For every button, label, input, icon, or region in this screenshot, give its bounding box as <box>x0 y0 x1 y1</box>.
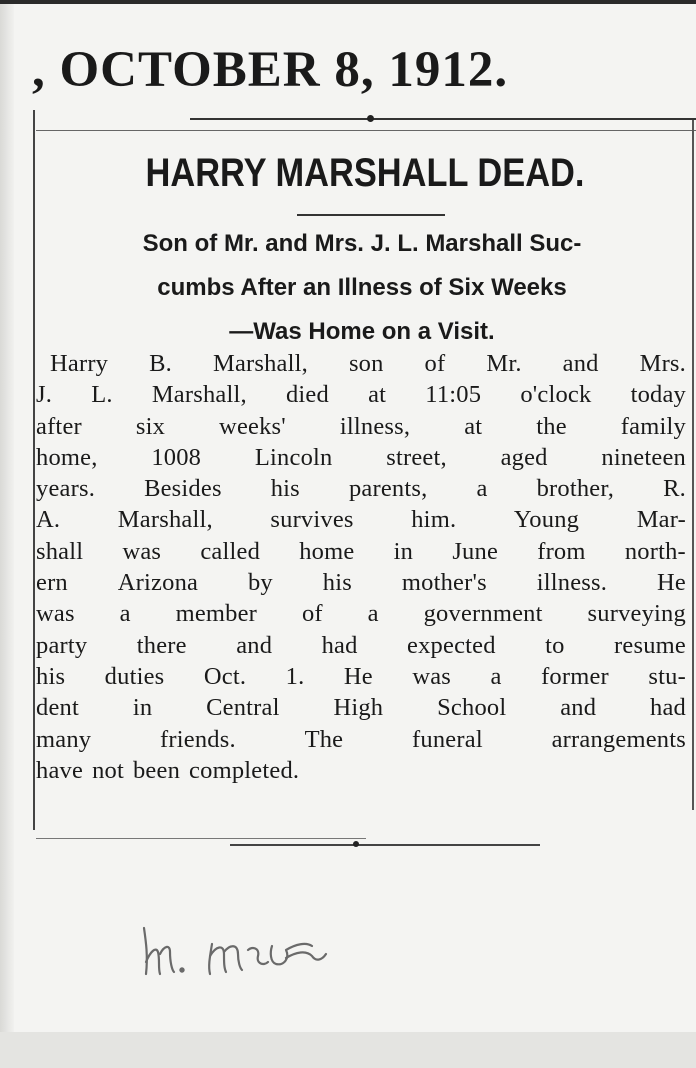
body-line <box>36 536 686 567</box>
body-word: Oct. <box>203 662 247 690</box>
body-word: son <box>348 350 384 377</box>
rule-ornament-dot <box>367 115 374 122</box>
body-line <box>36 630 686 661</box>
body-word: in <box>132 694 153 722</box>
body-word: nineteen <box>601 443 686 471</box>
body-word: the <box>536 412 567 440</box>
body-word: 1008 <box>151 443 202 471</box>
body-word: six <box>135 412 166 440</box>
body-word: had <box>321 631 358 659</box>
scan-edge-top <box>0 0 696 4</box>
article-body <box>36 348 686 828</box>
body-word: Central <box>206 694 280 722</box>
body-word: not <box>92 756 124 784</box>
body-word: party <box>36 631 88 659</box>
handwritten-annotation <box>136 922 356 982</box>
clipping-left-border <box>33 110 35 830</box>
body-word: had <box>650 694 686 722</box>
body-word: 11:05 <box>425 381 482 409</box>
body-word: Lincoln <box>254 443 333 471</box>
body-word: Mrs. <box>639 350 686 377</box>
body-word: government <box>423 600 543 628</box>
body-word: funeral <box>412 725 483 753</box>
body-word: L. <box>91 381 113 409</box>
body-word: stu- <box>648 662 686 690</box>
body-word: his <box>36 662 66 690</box>
body-word: died <box>285 381 329 409</box>
body-word: home, <box>36 443 98 471</box>
body-line <box>36 504 686 535</box>
body-line <box>36 567 686 598</box>
body-word: Marshall, <box>212 350 308 377</box>
body-word: of <box>424 350 446 377</box>
body-line <box>36 442 686 473</box>
clipping-bottom-rule <box>230 844 540 846</box>
body-word: Mr. <box>486 350 522 377</box>
body-word: and <box>562 350 599 377</box>
subhead-line: cumbs After an Illness of Six Weeks <box>157 274 567 301</box>
body-word: was <box>36 600 75 628</box>
body-word: by <box>247 569 273 597</box>
body-word: illness, <box>339 412 411 440</box>
dateline: , OCTOBER 8, 1912. <box>32 42 509 98</box>
body-word: Marshall, <box>151 381 247 409</box>
body-word: Harry <box>50 350 109 377</box>
clipping-bottom-rule-thin <box>36 838 366 839</box>
body-word: family <box>620 412 686 440</box>
body-word: parents, <box>348 475 428 503</box>
body-word: in <box>393 537 414 565</box>
body-line <box>36 755 686 786</box>
body-word: a <box>476 475 488 503</box>
body-word: survives <box>270 506 354 534</box>
body-word: former <box>541 662 609 690</box>
headline-rule <box>297 214 445 216</box>
body-word: arrangements <box>551 725 686 753</box>
body-word: B. <box>149 350 172 377</box>
clipping-right-border <box>692 120 694 810</box>
body-word: his <box>270 475 300 503</box>
body-word: north- <box>624 537 686 565</box>
body-word: a <box>367 600 379 628</box>
body-word: R. <box>663 475 686 503</box>
body-word: was <box>122 537 162 565</box>
body-word: was <box>412 662 452 690</box>
body-word: Marshall, <box>117 506 213 534</box>
clipping-top-rule-thin <box>36 130 696 131</box>
body-line <box>36 473 686 504</box>
body-word: weeks' <box>219 412 286 440</box>
body-line <box>36 379 686 410</box>
body-word: 1. <box>285 662 305 690</box>
body-word: dent <box>36 694 79 722</box>
body-line <box>36 692 686 723</box>
body-line <box>36 411 686 442</box>
body-word: A. <box>36 506 61 534</box>
body-word: been <box>132 756 181 784</box>
body-word: expected <box>407 631 496 659</box>
body-word: J. <box>36 381 53 409</box>
body-word: School <box>437 694 507 722</box>
scan-bottom-strip <box>0 1032 696 1068</box>
body-word: duties <box>104 662 165 690</box>
clipping-top-rule <box>190 118 696 120</box>
body-word: street, <box>386 443 447 471</box>
body-word: Arizona <box>117 569 199 597</box>
handwritten-signature <box>136 922 356 982</box>
body-word: mother's <box>401 569 487 597</box>
body-word: friends. <box>160 725 236 753</box>
body-line <box>36 598 686 629</box>
body-word: his <box>322 569 352 597</box>
body-word: High <box>333 694 384 722</box>
body-word: after <box>36 412 82 440</box>
body-line <box>36 661 686 692</box>
body-word: years. <box>36 475 96 503</box>
body-word: today <box>630 381 686 409</box>
body-word: to <box>545 631 565 659</box>
body-word: from <box>537 537 586 565</box>
body-word: many <box>36 725 92 753</box>
body-word: and <box>236 631 273 659</box>
body-word: there <box>136 631 187 659</box>
body-word: of <box>301 600 323 628</box>
body-word: resume <box>614 631 686 659</box>
scan-edge-left <box>0 0 14 1068</box>
body-word: him. <box>411 506 457 534</box>
body-word: June <box>452 537 499 565</box>
rule-ornament-dot <box>353 841 359 847</box>
body-word: Young <box>513 506 580 534</box>
body-word: He <box>343 662 373 690</box>
body-word: a <box>119 600 131 628</box>
body-word: member <box>175 600 258 628</box>
body-word: a <box>490 662 502 690</box>
body-word: The <box>304 725 344 753</box>
body-word: ern <box>36 569 68 597</box>
subhead-line: Son of Mr. and Mrs. J. L. Marshall Suc- <box>142 230 582 257</box>
body-word: have <box>36 756 84 784</box>
body-word: home <box>299 537 355 565</box>
body-word: surveying <box>587 600 686 628</box>
body-word: called <box>200 537 261 565</box>
body-line <box>36 724 686 755</box>
article-subhead <box>36 222 688 356</box>
body-word: brother, <box>536 475 615 503</box>
body-word: at <box>368 381 387 409</box>
body-word: shall <box>36 537 84 565</box>
body-word: He <box>656 569 686 597</box>
subhead-line: —Was Home on a Visit. <box>229 318 495 345</box>
body-word: Besides <box>144 475 222 503</box>
body-word: o'clock <box>520 381 592 409</box>
body-line <box>36 348 686 379</box>
body-word: Mar- <box>636 506 686 534</box>
body-word: and <box>560 694 597 722</box>
body-word: at <box>464 412 483 440</box>
article-headline: HARRY MARSHALL DEAD. <box>145 151 585 195</box>
body-word: completed. <box>189 756 300 784</box>
body-word: aged <box>500 443 548 471</box>
body-word: illness. <box>536 569 608 597</box>
